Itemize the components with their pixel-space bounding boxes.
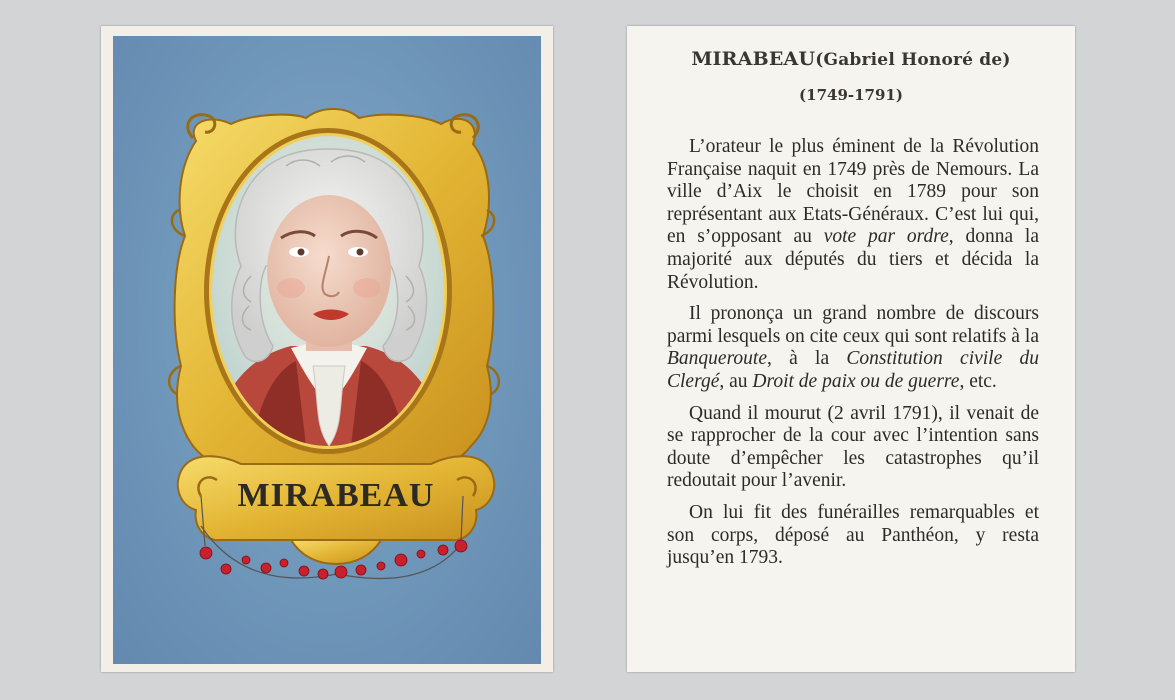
biography-paragraph — [667, 502, 1039, 570]
biography-paragraph — [667, 136, 1039, 294]
text-run: Quand il mourut (2 avril 1791), il venait de se rapprocher de la cour avec l’intention sans doute d’empêcher les catastrophes qu’il redoutait pour l’avenir. — [667, 402, 1039, 492]
text-run: , etc. — [959, 370, 997, 392]
biography-paragraph — [667, 403, 1039, 493]
text-run: , au — [719, 370, 753, 392]
italic-term: vote par ordre — [823, 226, 949, 248]
nameplate-text: MIRABEAU — [237, 477, 435, 514]
italic-term: Droit de paix ou de guerre — [752, 370, 960, 392]
title-given-names: (Gabriel Honoré de) — [815, 50, 1011, 70]
portrait-oval — [211, 136, 446, 446]
card-title — [627, 48, 1075, 70]
biography-text — [667, 136, 1039, 579]
text-run: L’orateur le plus éminent de la Révolution Française naquit en 1749 près de Nemours. La ville d’Aix le choisit en 1789 pour son représentant aux Etats-Généraux. C’est lui qui, en s’opposant au — [667, 136, 1039, 248]
text-run: , à la — [767, 348, 847, 370]
italic-term: Banqueroute — [667, 348, 768, 370]
biography-paragraph — [667, 303, 1039, 393]
life-dates: (1749-1791) — [799, 86, 903, 104]
text-run: On lui fit des funérailles remarquables et son corps, déposé au Panthéon, y resta jusqu’en 1793. — [667, 501, 1039, 569]
italic-term: Constitution civile du Clergé — [667, 348, 1039, 392]
front-card — [101, 26, 553, 672]
text-run: , donna la majorité aux députés du tiers et décida la Révolution. — [667, 226, 1039, 293]
title-name: MIRABEAU — [691, 48, 816, 70]
text-run: Il prononça un grand nombre de discours parmi lesquels on cite ceux qui sont relatifs à la — [667, 303, 1039, 347]
portrait-illustration — [101, 26, 553, 672]
back-card — [627, 26, 1075, 672]
